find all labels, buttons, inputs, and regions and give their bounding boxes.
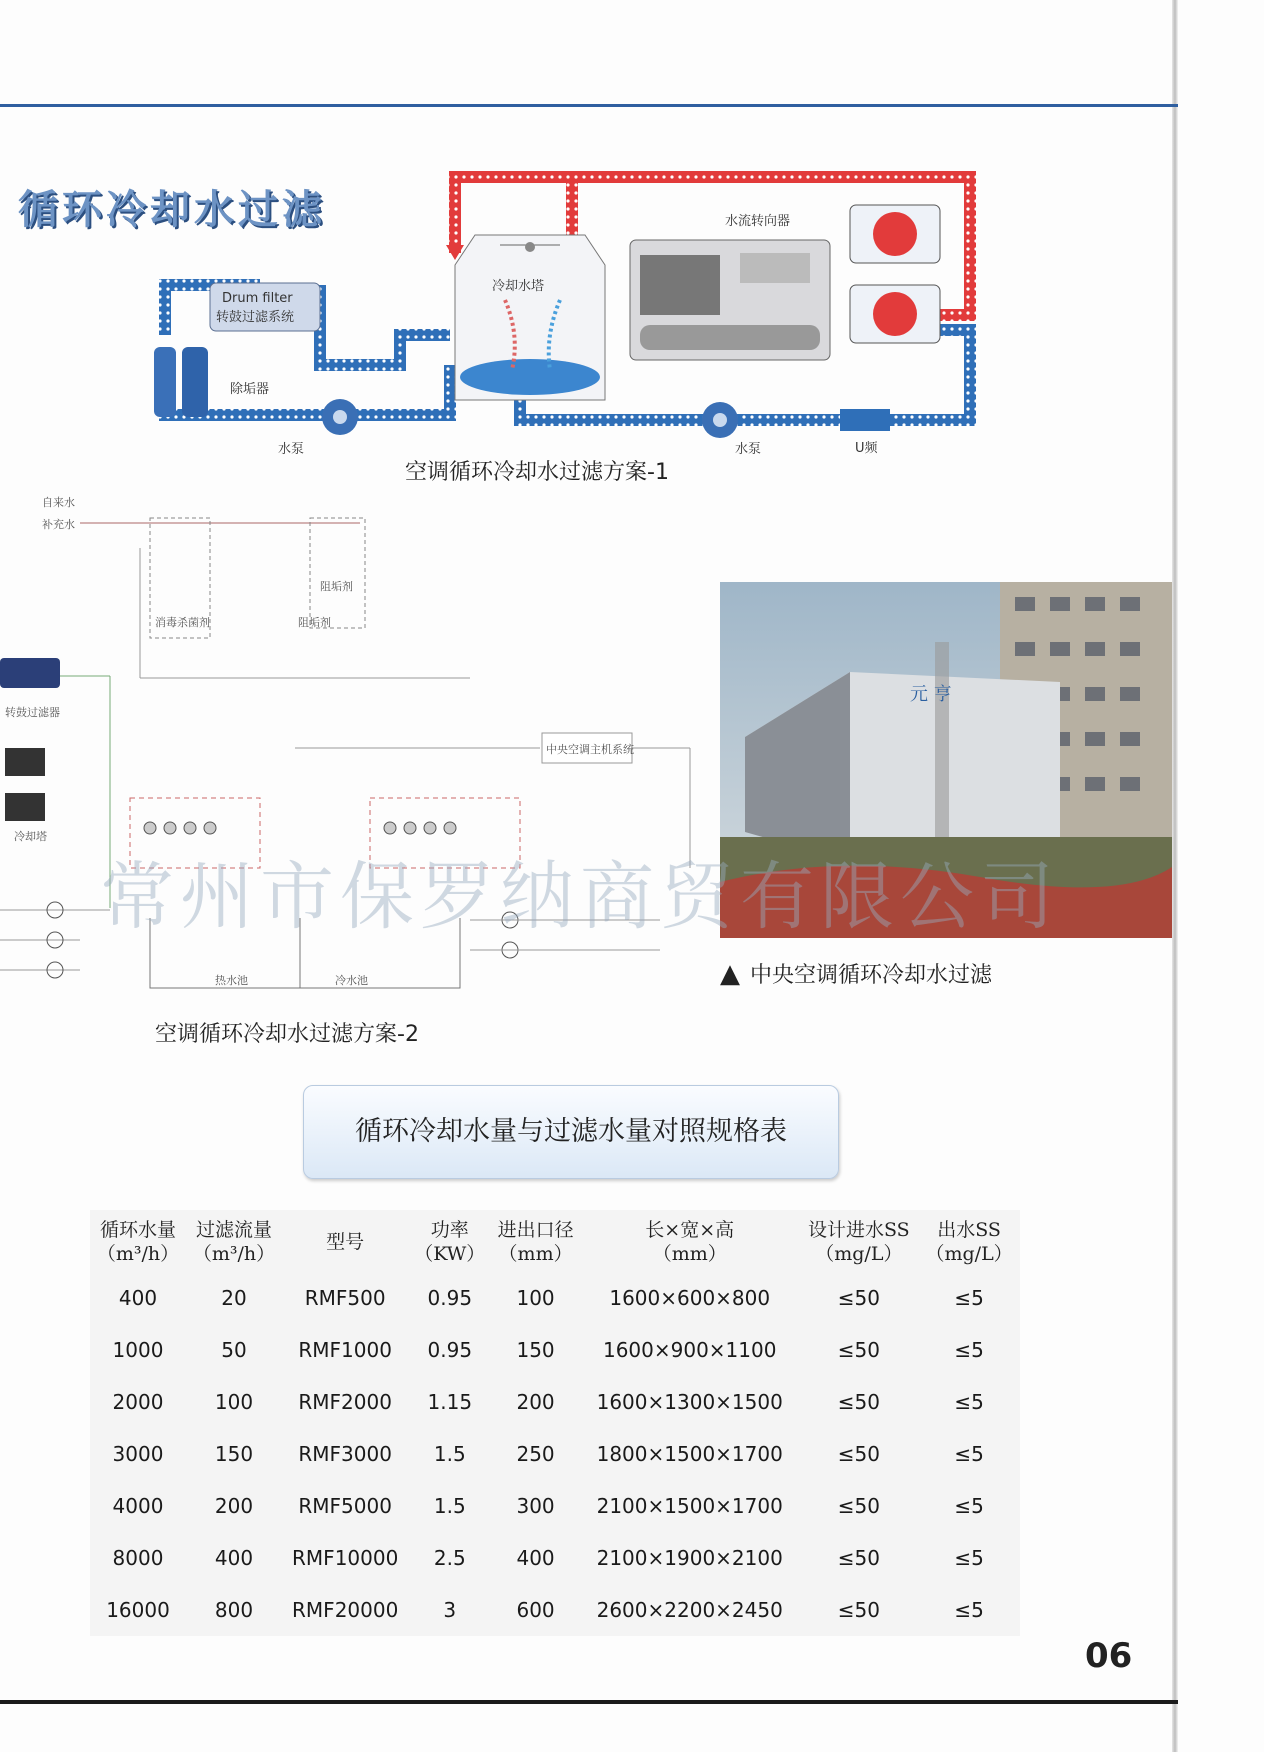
table-cell: RMF5000 — [298, 1494, 392, 1518]
table-cell: 150 — [516, 1338, 555, 1362]
table-cell: RMF10000 — [292, 1546, 399, 1570]
descaler — [182, 347, 208, 417]
table-cell: 50 — [221, 1338, 247, 1362]
table-cell: 1.15 — [427, 1390, 473, 1414]
table-title-box — [303, 1085, 839, 1179]
svg-text:U频: U频 — [855, 441, 878, 455]
table-cell: RMF20000 — [292, 1598, 399, 1622]
svg-text:冷却塔: 冷却塔 — [14, 830, 47, 843]
table-cell: 16000 — [106, 1598, 170, 1622]
svg-text:热水池: 热水池 — [215, 974, 248, 987]
svg-text:阻垢剂: 阻垢剂 — [298, 616, 331, 629]
table-cell: ≤5 — [954, 1286, 984, 1310]
table-row — [90, 1532, 1020, 1584]
svg-text:水泵: 水泵 — [278, 442, 305, 455]
table-cell: ≤5 — [954, 1442, 984, 1466]
table-cell: 400 — [516, 1546, 555, 1570]
table-cell: ≤50 — [837, 1494, 880, 1518]
spec-table — [90, 1210, 1020, 1636]
table-cell: ≤5 — [954, 1494, 984, 1518]
photo-caption-text: 中央空调循环冷却水过滤 — [750, 963, 993, 988]
table-cell: 1600×1300×1500 — [596, 1390, 783, 1414]
table-cell: ≤5 — [954, 1598, 984, 1622]
table-cell: ≤50 — [837, 1546, 880, 1570]
svg-text:转鼓过滤器: 转鼓过滤器 — [5, 706, 60, 719]
table-cell: 1.5 — [433, 1494, 466, 1518]
table-cell: 400 — [118, 1286, 158, 1310]
table-row — [90, 1324, 1020, 1376]
triangle-marker-icon: ▲ — [720, 959, 740, 989]
table-cell: 400 — [214, 1546, 254, 1570]
diverter-label: 水流转向器 — [725, 214, 791, 229]
table-cell: 0.95 — [427, 1286, 473, 1310]
table-cell: 4000 — [112, 1494, 164, 1518]
table-cell: 200 — [214, 1494, 254, 1518]
table-cell: ≤5 — [954, 1338, 984, 1362]
table-cell: 1600×900×1100 — [602, 1338, 777, 1362]
diagram1-caption: 空调循环冷却水过滤方案-1 — [405, 460, 669, 485]
table-cell: 0.95 — [427, 1338, 473, 1362]
table-header-cell: 进出口径 （mm） — [497, 1219, 574, 1265]
table-header-cell: 功率 （KW） — [414, 1219, 486, 1265]
table-cell: RMF3000 — [298, 1442, 392, 1466]
table-cell: 2000 — [112, 1390, 164, 1414]
table-cell: ≤5 — [954, 1390, 984, 1414]
drum-filter-icon — [0, 658, 60, 688]
table-header-cell: 长×宽×高 （mm） — [645, 1219, 735, 1265]
table-row — [90, 1584, 1020, 1636]
table-cell: 800 — [214, 1598, 254, 1622]
page-number: 06 — [1085, 1636, 1133, 1676]
page-edge — [1172, 0, 1178, 1752]
table-cell: 100 — [214, 1390, 254, 1414]
table-header-cell: 设计进水SS （mg/L） — [808, 1219, 910, 1265]
table-cell: 3000 — [112, 1442, 164, 1466]
table-header-cell: 出水SS （mg/L） — [925, 1219, 1013, 1265]
table-cell: ≤50 — [837, 1286, 880, 1310]
photo-caption — [720, 958, 992, 989]
table-cell: ≤50 — [837, 1442, 880, 1466]
svg-text:补充水: 补充水 — [42, 518, 75, 531]
top-rule — [0, 104, 1178, 107]
table-cell: 250 — [516, 1442, 555, 1466]
table-row — [90, 1272, 1020, 1324]
table-cell: 1.5 — [433, 1442, 466, 1466]
table-cell: 2.5 — [433, 1546, 466, 1570]
table-row — [90, 1376, 1020, 1428]
table-title: 循环冷却水量与过滤水量对照规格表 — [355, 1116, 787, 1147]
cooling-water-filter-diagram-1 — [140, 165, 1000, 455]
table-header-row — [90, 1210, 1020, 1272]
table-cell: RMF1000 — [298, 1338, 392, 1362]
svg-text:自来水: 自来水 — [42, 496, 75, 509]
table-cell: 1800×1500×1700 — [596, 1442, 783, 1466]
table-header-cell: 循环水量 （m³/h） — [96, 1219, 180, 1265]
table-cell: 2100×1900×2100 — [596, 1546, 783, 1570]
table-header-cell: 过滤流量 （m³/h） — [192, 1219, 276, 1265]
photo-sign: 元 亨 — [910, 684, 952, 705]
bottom-rule — [0, 1700, 1178, 1704]
svg-text:Drum filter: Drum filter — [222, 291, 293, 306]
table-cell: 300 — [516, 1494, 555, 1518]
svg-text:冷却水塔: 冷却水塔 — [492, 279, 545, 294]
table-cell: 3 — [443, 1598, 457, 1622]
table-header-cell: 型号 — [326, 1231, 365, 1253]
vfd-box — [840, 409, 890, 431]
svg-text:转鼓过滤系统: 转鼓过滤系统 — [216, 310, 295, 325]
section-title: 循环冷却水过滤 — [18, 186, 326, 233]
table-cell: ≤50 — [837, 1338, 880, 1362]
table-cell: 1600×600×800 — [609, 1286, 771, 1310]
table-cell: RMF500 — [304, 1286, 386, 1310]
table-cell: 150 — [214, 1442, 254, 1466]
table-cell: 200 — [516, 1390, 555, 1414]
table-cell: 8000 — [112, 1546, 164, 1570]
svg-text:消毒杀菌剂: 消毒杀菌剂 — [155, 616, 210, 629]
table-cell: ≤5 — [954, 1546, 984, 1570]
watermark: 常州市保罗纳商贸有限公司 — [100, 854, 1060, 940]
descaler-label: 除垢器 — [230, 382, 270, 397]
table-cell: ≤50 — [837, 1598, 880, 1622]
table-cell: 20 — [221, 1286, 247, 1310]
table-cell: 2100×1500×1700 — [596, 1494, 783, 1518]
diagram2-caption: 空调循环冷却水过滤方案-2 — [155, 1022, 419, 1047]
table-cell: 1000 — [112, 1338, 164, 1362]
svg-text:冷水池: 冷水池 — [335, 974, 368, 987]
table-cell: ≤50 — [837, 1390, 880, 1414]
table-cell: 2600×2200×2450 — [596, 1598, 783, 1622]
svg-text:水泵: 水泵 — [735, 442, 762, 455]
table-cell: 100 — [516, 1286, 555, 1310]
table-cell: RMF2000 — [298, 1390, 392, 1414]
table-row — [90, 1428, 1020, 1480]
svg-text:中央空调主机系统: 中央空调主机系统 — [546, 743, 634, 756]
table-row — [90, 1480, 1020, 1532]
svg-text:阻垢剂: 阻垢剂 — [320, 580, 353, 593]
table-cell: 600 — [516, 1598, 555, 1622]
